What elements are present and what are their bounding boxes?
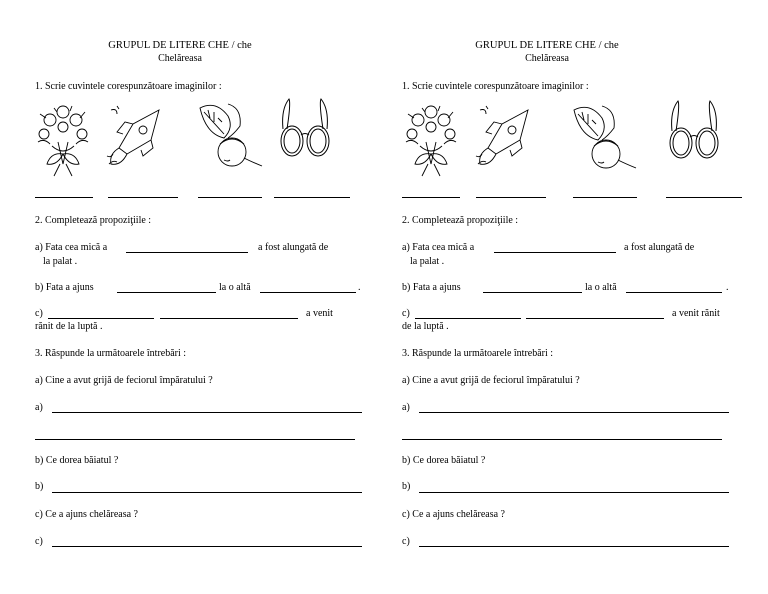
answer-c-label: c)	[35, 536, 43, 547]
answer-c-label: c)	[402, 536, 410, 547]
sentence-a-end: a fost alungată de	[258, 242, 329, 253]
question-a: a) Cine a avut grijă de feciorul împăratului ?	[35, 375, 213, 386]
sentence-a-cont: la palat .	[410, 256, 445, 267]
page-title: GRUPUL DE LITERE CHE / che	[475, 40, 619, 51]
sentence-a-start: a) Fata cea mică a	[35, 242, 108, 253]
sentence-b-mid: la o altă	[585, 282, 617, 293]
fill-line[interactable]	[626, 292, 722, 293]
sentence-c-start: c)	[402, 308, 410, 319]
answer-line[interactable]	[35, 197, 93, 198]
exercise-2-heading: 2. Completează propoziţiile :	[402, 215, 519, 226]
sentence-c-end: de la luptă .	[402, 321, 449, 332]
sentence-c-end: rănit de la luptă .	[35, 321, 103, 332]
answer-line[interactable]	[402, 439, 722, 440]
sentence-b-mid: la o altă	[219, 282, 251, 293]
fill-line[interactable]	[483, 292, 582, 293]
bouquet-icon	[398, 102, 464, 178]
glasses-icon	[666, 97, 722, 167]
answer-line[interactable]	[52, 546, 362, 547]
sentence-b-start: b) Fata a ajuns	[402, 282, 461, 293]
answer-line[interactable]	[198, 197, 262, 198]
answer-line[interactable]	[402, 197, 460, 198]
sentence-c-mid: a venit rănit	[672, 308, 720, 319]
rocket-icon	[474, 104, 538, 174]
answer-line[interactable]	[274, 197, 350, 198]
exercise-3-heading: 3. Răspunde la următoarele întrebări :	[35, 348, 187, 359]
exercise-1-heading: 1. Scrie cuvintele corespunzătoare imaginilor :	[35, 81, 222, 92]
question-c: c) Ce a ajuns chelăreasa ?	[35, 509, 138, 520]
rocket-icon	[105, 104, 169, 174]
answer-line[interactable]	[419, 492, 729, 493]
glasses-icon	[277, 95, 333, 165]
fill-line[interactable]	[117, 292, 216, 293]
exercise-1-heading: 1. Scrie cuvintele corespunzătoare imaginilor :	[402, 81, 589, 92]
question-b: b) Ce dorea băiatul ?	[402, 455, 486, 466]
answer-line[interactable]	[52, 492, 362, 493]
fill-line[interactable]	[126, 252, 248, 253]
question-a: a) Cine a avut grijă de feciorul împăratului ?	[402, 375, 580, 386]
fill-line[interactable]	[526, 318, 664, 319]
exercise-3-heading: 3. Răspunde la următoarele întrebări :	[402, 348, 554, 359]
answer-line[interactable]	[476, 197, 546, 198]
bouquet-icon	[30, 102, 96, 178]
answer-line[interactable]	[573, 197, 637, 198]
answer-line[interactable]	[419, 546, 729, 547]
answer-a-label: a)	[402, 402, 410, 413]
answer-b-label: b)	[35, 481, 44, 492]
answer-line[interactable]	[35, 439, 355, 440]
question-c: c) Ce a ajuns chelăreasa ?	[402, 509, 505, 520]
sentence-b-start: b) Fata a ajuns	[35, 282, 94, 293]
answer-b-label: b)	[402, 481, 411, 492]
answer-a-label: a)	[35, 402, 43, 413]
answer-line[interactable]	[666, 197, 742, 198]
sentence-c-start: c)	[35, 308, 43, 319]
fill-line[interactable]	[415, 318, 521, 319]
page-subtitle: Chelăreasa	[158, 53, 202, 64]
fill-line[interactable]	[48, 318, 154, 319]
question-b: b) Ce dorea băiatul ?	[35, 455, 119, 466]
answer-line[interactable]	[108, 197, 178, 198]
beet-icon	[192, 98, 264, 174]
exercise-2-heading: 2. Completează propoziţiile :	[35, 215, 152, 226]
sentence-a-cont: la palat .	[43, 256, 78, 267]
answer-line[interactable]	[419, 412, 729, 413]
sentence-c-mid: a venit	[306, 308, 333, 319]
sentence-b-end: .	[726, 282, 729, 293]
fill-line[interactable]	[160, 318, 298, 319]
sentence-b-end: .	[358, 282, 361, 293]
fill-line[interactable]	[260, 292, 356, 293]
beet-icon	[566, 100, 638, 176]
page-subtitle: Chelăreasa	[525, 53, 569, 64]
worksheet-right	[384, 0, 768, 594]
sentence-a-end: a fost alungată de	[624, 242, 695, 253]
answer-line[interactable]	[52, 412, 362, 413]
sentence-a-start: a) Fata cea mică a	[402, 242, 475, 253]
page-title: GRUPUL DE LITERE CHE / che	[108, 40, 252, 51]
fill-line[interactable]	[494, 252, 616, 253]
